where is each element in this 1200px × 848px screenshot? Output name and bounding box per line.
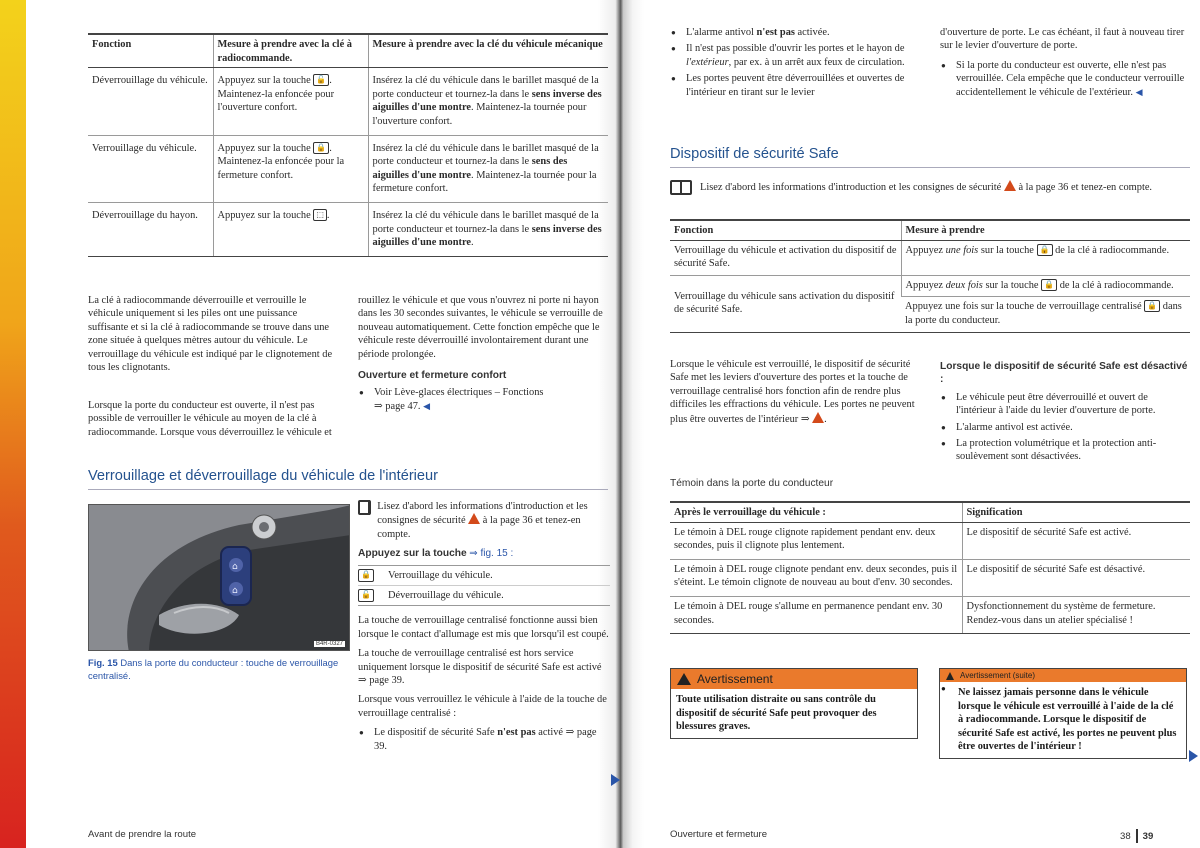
end-of-section-icon: ◀: [423, 400, 431, 411]
table-cell-fonction: Verrouillage du véhicule.: [88, 135, 213, 202]
intro-block: [358, 500, 610, 541]
key-list: [358, 565, 610, 607]
door-panel-illustration: [89, 505, 350, 651]
paragraph: La touche de verrouillage centralisé est hors service uniquement lorsque le dispositif de sécurité Safe est activé ⇒ page 39.: [358, 648, 602, 687]
paragraph: Lorsque le véhicule est verrouillé, le dispositif de sécurité Safe met les leviers d'ouverture des portes et la touche de verrouillage centralisé hors fonction afin de rendre plus difficiles les effractions du véhicule. Les portes ne peuvent plus être ouvertes de l'intérieur ⇒ .: [670, 359, 915, 425]
interior-lock-text: [358, 500, 610, 753]
cell-text: Insérez la clé du véhicule dans le barillet masqué de la porte conducteur et tournez-la dans le: [372, 142, 599, 168]
table-header-row: [88, 34, 608, 68]
cell-text: dans la porte du conducteur.: [905, 301, 1182, 326]
bullet-text: Les portes peuvent être déverrouillées et ouvertes de l'intérieur en tirant sur le levier: [686, 73, 905, 98]
bullet-text: , par ex. à un arrêt aux feux de circulation.: [728, 56, 905, 68]
bullet-italic: l'extérieur: [686, 56, 729, 68]
key-list-item: [358, 566, 610, 586]
cell-text: sur la touche: [978, 244, 1034, 256]
safe-table: [670, 219, 1190, 333]
table-cell-signification: Dysfonctionnement du système de fermeture. Rendez-vous dans un atelier spécialisé !: [962, 596, 1190, 633]
left-column-text-2: [88, 399, 338, 447]
warning-triangle-icon: [677, 673, 691, 685]
table-cell-fonction: Déverrouillage du hayon.: [88, 202, 213, 256]
right-column-continued: [940, 26, 1190, 99]
table-cell-radio: [213, 68, 368, 135]
temoin-heading: Témoin dans la porte du conducteur: [670, 478, 834, 489]
paragraph: d'ouverture de porte. Le cas échéant, il faut à nouveau tirer sur le levier d'ouverture de porte.: [940, 27, 1185, 52]
page-number-divider: [1136, 829, 1138, 843]
table-cell-radio: [213, 202, 368, 256]
bullet-text: L'alarme antivol: [686, 27, 757, 38]
ouverture-bullet: [358, 386, 610, 413]
table-cell-fonction: Déverrouillage du véhicule.: [88, 68, 213, 135]
unlock-key-icon: 🔓: [358, 589, 374, 602]
table-header-cell: Mesure à prendre avec la clé du véhicule mécanique: [368, 34, 608, 68]
paragraph: La clé à radiocommande déverrouille et verrouille le véhicule uniquement si les piles ont une puissance suffisante et si la clé à radiocommande se trouve dans une zone située à quelques mètres autour du véhicule. Le verrouillage du véhicule est indiqué par le clignotement de tous les clignotants.: [88, 295, 333, 374]
table-header-cell: Fonction: [88, 34, 213, 68]
cell-italic: une fois: [945, 244, 979, 256]
cell-text: Insérez la clé du véhicule dans le barillet masqué de la porte conducteur et tournez-la dans le: [372, 75, 599, 100]
paragraph: Lorsque la porte du conducteur est ouverte, il n'est pas possible de verrouiller le véhicule au moyen de la clé à radiocommande. Lorsque vous déverrouillez le véhicule et: [88, 400, 332, 438]
warning-box: [670, 668, 918, 739]
cell-text: . Maintenez-la tournée pour l'ouverture confort.: [372, 102, 587, 127]
table-row: [670, 275, 1190, 297]
cell-text: . Maintenez-la enfoncée pour la fermeture confort.: [217, 142, 345, 181]
warning-header: [940, 669, 1186, 682]
warning-triangle-icon: [1004, 180, 1016, 191]
divider: [670, 167, 1190, 168]
section-heading-safe: Dispositif de sécurité Safe: [670, 146, 839, 162]
table-cell-meca: [368, 202, 608, 256]
bullet-text: Il n'est pas possible d'ouvrir les portes et le hayon de: [686, 43, 905, 55]
warning-header: [671, 669, 917, 689]
table-header-row: [670, 502, 1190, 522]
table-row: [88, 135, 608, 202]
table-cell-fonction: Verrouillage du véhicule sans activation du dispositif de sécurité Safe.: [670, 275, 901, 332]
fig-15-link[interactable]: ⇒ fig. 15 :: [469, 548, 514, 560]
intro-page-ref: à la page 36 et tenez-en compte.: [377, 515, 581, 540]
lock-key-icon: 🔒: [313, 142, 329, 154]
warning-triangle-icon: [812, 412, 824, 423]
right-footer: Ouverture et fermeture: [670, 829, 768, 840]
intro-sentence: Lisez d'abord les informations d'introduction et les consignes de sécurité: [700, 182, 1002, 193]
bullet-bold: n'est pas: [756, 27, 795, 38]
cell-bold-text: sens inverse des aiguilles d'une montre: [372, 223, 602, 249]
lock-unlock-table: [88, 33, 608, 257]
table-row: [88, 202, 608, 256]
paragraph: La touche de verrouillage centralisé fonctionne aussi bien lorsque le contact d'allumage est mis que lorsqu'il est coupé.: [358, 615, 609, 640]
cell-bold-text: sens inverse des aiguilles d'une montre: [372, 88, 602, 114]
page-47-link[interactable]: ⇒ page 47.: [374, 400, 421, 412]
press-label: Appuyez sur la touche: [358, 548, 467, 560]
bullet-item: [940, 59, 1190, 99]
svg-text:⌂: ⌂: [232, 586, 238, 596]
table-row: [670, 559, 1190, 596]
figure-code: B4R-0327: [315, 641, 343, 647]
cell-text: .: [326, 209, 330, 221]
tailgate-key-icon: ⬚: [313, 209, 327, 221]
table-cell-signification: Le dispositif de sécurité Safe est activé.: [962, 522, 1190, 559]
warning-box-continued: [939, 668, 1187, 759]
intro-sentence: Lisez d'abord les informations d'introduction et les consignes de sécurité: [377, 501, 588, 527]
safe-intro: [670, 180, 1190, 195]
lock-key-icon: 🔒: [358, 569, 374, 582]
cell-text: Appuyez sur la touche: [217, 142, 311, 154]
intro-text: [700, 180, 1152, 195]
table-cell-apres: Le témoin à DEL rouge clignote pendant env. deux secondes, puis il s'éteint. Le témoin clignote de nouveau au bout d'env. 30 secondes.: [670, 559, 962, 596]
table-cell-signification: Le dispositif de sécurité Safe est désactivé.: [962, 559, 1190, 596]
table-row: [88, 68, 608, 135]
svg-text:⌂: ⌂: [232, 562, 238, 572]
intro-text: [377, 500, 610, 541]
table-row: [670, 596, 1190, 633]
table-header-cell: Après le verrouillage du véhicule :: [670, 502, 962, 522]
cell-text: . Maintenez-la tournée pour la fermeture confort.: [372, 169, 597, 195]
bullet-text: Le dispositif de sécurité Safe: [374, 727, 498, 739]
bullet-item: [670, 72, 918, 99]
right-column-text: [358, 294, 610, 413]
book-icon: [670, 180, 692, 195]
divider: [88, 489, 608, 490]
cell-text: sur la touche: [982, 279, 1039, 291]
table-cell-radio: [213, 135, 368, 202]
cell-italic: deux fois: [945, 279, 983, 291]
door-central-lock-figure: [88, 504, 350, 651]
bullet-text: Si la porte du conducteur est ouverte, elle n'est pas verrouillée. Cela empêche que le conducteur verrouille accidentellement le véhicule de l'extérieur.: [956, 59, 1185, 98]
key-label: Verrouillage du véhicule.: [387, 569, 493, 581]
bullet-bold: n'est pas: [497, 727, 536, 739]
temoin-table: [670, 501, 1190, 634]
table-header-cell: Mesure à prendre avec la clé à radiocommande.: [213, 34, 368, 68]
lock-key-icon: 🔒: [1144, 300, 1160, 312]
warning-triangle-icon: [468, 513, 480, 524]
table-header-cell: Fonction: [670, 220, 901, 240]
cell-text: Appuyez: [905, 279, 946, 291]
ctrl-bullet: [358, 726, 610, 753]
cell-text: Appuyez une fois sur la touche de verrouillage centralisé: [905, 301, 1142, 313]
page-number-left: 38: [1120, 830, 1131, 842]
key-label: Déverrouillage du véhicule.: [387, 590, 504, 602]
bullet-item: ● L'alarme antivol est activée.: [940, 421, 1190, 434]
warning-title: Avertissement (suite): [960, 671, 1035, 680]
press-line: [358, 547, 610, 560]
next-page-arrow-icon[interactable]: [611, 774, 620, 786]
bullet-item: [670, 26, 918, 39]
table-cell-apres: Le témoin à DEL rouge clignote rapidement pendant env. deux secondes, puis il clignote plus lentement.: [670, 522, 962, 559]
cell-text: .: [471, 237, 474, 249]
cell-text: de la clé à radiocommande.: [1052, 244, 1170, 256]
table-cell-fonction: Verrouillage du véhicule et activation du dispositif de sécurité Safe.: [670, 240, 901, 275]
desact-heading: Lorsque le dispositif de sécurité Safe est désactivé :: [940, 361, 1188, 386]
table-row: [670, 522, 1190, 559]
table-cell-apres: Le témoin à DEL rouge s'allume en permanence pendant env. 30 secondes.: [670, 596, 962, 633]
end-of-section-icon: ◀: [1135, 86, 1143, 97]
warning-text: Toute utilisation distraite ou sans contrôle du dispositif de sécurité Safe peut provoquer des blessures graves.: [676, 694, 877, 733]
table-row: [670, 240, 1190, 275]
bullet-text: activée.: [794, 27, 830, 38]
intro-page-ref: à la page 36 et tenez-en compte.: [1018, 182, 1153, 193]
bullet-text: Voir Lève-glaces électriques – Fonctions: [374, 387, 544, 399]
key-list-item: [358, 586, 610, 605]
figure-caption-text: Dans la porte du conducteur : touche de verrouillage centralisé.: [88, 657, 339, 681]
ouverture-heading: Ouverture et fermeture confort: [358, 370, 507, 382]
figure-number: Fig. 15: [88, 657, 118, 668]
unlock-key-icon: 🔓: [313, 74, 329, 86]
table-header-row: [670, 220, 1190, 240]
page-number-right: 39: [1142, 830, 1154, 842]
bullet-item: ● La protection volumétrique et la protection anti-soulèvement sont désactivées.: [940, 437, 1190, 464]
cell-bold-text: sens des aiguilles d'une montre: [372, 156, 568, 181]
warning-triangle-icon: [946, 672, 954, 680]
table-cell-mesure: [901, 275, 1190, 297]
book-icon: [358, 500, 371, 515]
paragraph-continued: rouillez le véhicule et que vous n'ouvrez ni porte ni hayon dans les 30 secondes suivantes, le véhicule se verrouille de nouveau automatiquement. Cette fonction empêche que le véhicule reste déverrouillé involontairement durant une période prolongée.: [358, 295, 603, 360]
table-cell-mesure: [901, 297, 1190, 332]
safe-paragraph: [670, 358, 920, 432]
section-heading-interior-lock: Verrouillage et déverrouillage du véhicule de l'intérieur: [88, 468, 439, 484]
table-header-cell: Mesure à prendre: [901, 220, 1190, 240]
bullet-text: activé ⇒ page 39.: [374, 727, 597, 752]
right-column-bullets: [670, 26, 918, 99]
warning-text: ● Ne laissez jamais personne dans le véhicule lorsque le véhicule est verrouillé à l'aide de la clé à radiocommande. Lorsque le dispositif de sécurité Safe est activé, les portes ne peuvent plus être ouvertes de l'intérieur !: [940, 682, 1186, 758]
cell-text: Appuyez: [905, 244, 946, 256]
table-cell-meca: [368, 135, 608, 202]
cell-text: Appuyez sur la touche: [217, 75, 311, 87]
desact-block: [940, 360, 1190, 464]
next-page-arrow-icon[interactable]: [1189, 750, 1198, 762]
paragraph-text: Lorsque le véhicule est verrouillé, le dispositif de sécurité Safe met les leviers d'ouverture des portes et la touche de verrouillage centralisé hors fonction afin de rendre plus difficiles les effractions du véhicule. Les portes ne peuvent plus être ouvertes de l'intérieur ⇒: [670, 359, 915, 425]
cell-text: de la clé à radiocommande.: [1057, 279, 1174, 291]
warning-title: Avertissement: [697, 672, 773, 686]
intro-block: [670, 180, 1190, 195]
page-edge-color-tab: [0, 0, 26, 848]
lock-key-icon: 🔒: [1037, 244, 1053, 256]
table-cell-mesure: [901, 240, 1190, 275]
cell-text: Insérez la clé du véhicule dans le barillet masqué de la porte conducteur et tournez-la dans le: [372, 209, 599, 235]
figure-caption: [88, 656, 350, 682]
central-lock-button-icon: [221, 547, 251, 605]
lock-key-icon: 🔒: [1041, 279, 1057, 291]
table-header-cell: Signification: [962, 502, 1190, 522]
paragraph: Lorsque vous verrouillez le véhicule à l'aide de la touche de verrouillage centralisé :: [358, 694, 607, 719]
left-footer: Avant de prendre la route: [88, 829, 197, 840]
left-column-text: [88, 294, 338, 380]
bullet-item: ● Le véhicule peut être déverrouillé et ouvert de l'intérieur à l'aide du levier d'ouverture de porte.: [940, 391, 1190, 418]
cell-text: . Maintenez-la enfoncée pour l'ouverture confort.: [217, 75, 335, 114]
page-numbers: [1120, 829, 1153, 843]
bullet-item: [670, 42, 918, 69]
table-cell-meca: [368, 68, 608, 135]
cell-text: Appuyez sur la touche: [217, 209, 311, 221]
